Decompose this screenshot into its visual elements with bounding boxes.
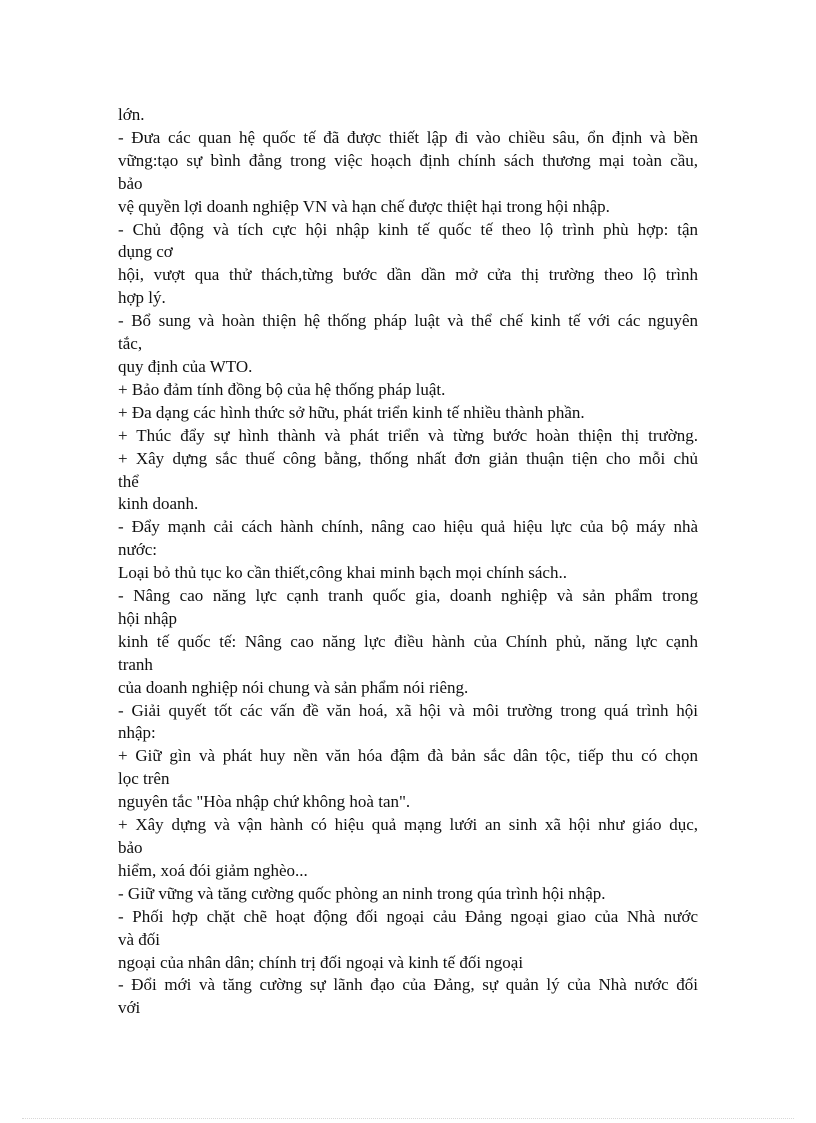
text-line: - Đẩy mạnh cải cách hành chính, nâng cao hiệu quả hiệu lực của bộ máy nhà [118, 517, 698, 537]
text-line: nguyên tắc "Hòa nhập chứ không hoà tan". [118, 792, 411, 812]
text-line: với [118, 998, 141, 1018]
text-line: + Giữ gìn và phát huy nền văn hóa đậm đà bản sắc dân tộc, tiếp thu có chọn [118, 746, 698, 766]
text-line: hiểm, xoá đói giảm nghèo... [118, 860, 308, 880]
text-line: lọc trên [118, 769, 170, 789]
text-line: - Chủ động và tích cực hội nhập kinh tế quốc tế theo lộ trình phù hợp: tận [118, 219, 698, 239]
page-bottom-rule [22, 1118, 794, 1119]
text-line: hợp lý. [118, 288, 166, 308]
text-line: nhập: [118, 723, 156, 743]
text-line: - Giữ vững và tăng cường quốc phòng an ninh trong qúa trình hội nhập. [118, 883, 606, 903]
text-line: vững:tạo sự bình đẳng trong việc hoạch định chính sách thương mại toàn cầu, [118, 150, 698, 170]
text-line: tắc, [118, 334, 143, 354]
text-line: - Đổi mới và tăng cường sự lãnh đạo của Đảng, sự quản lý của Nhà nước đối [118, 975, 698, 995]
text-line: kinh tế quốc tế: Nâng cao năng lực điều hành của Chính phủ, năng lực cạnh [118, 631, 698, 651]
text-line: ngoại của nhân dân; chính trị đối ngoại và kinh tế đối ngoại [118, 952, 524, 972]
text-line: bảo [118, 838, 143, 857]
text-line: và đối [118, 929, 161, 949]
text-line: hội nhập [118, 608, 178, 628]
text-line: vệ quyền lợi doanh nghiệp VN và hạn chế được thiệt hại trong hội nhập. [118, 196, 610, 216]
text-line: - Giải quyết tốt các vấn đề văn hoá, xã hội và môi trường trong quá trình hội [118, 700, 698, 720]
text-line: bảo [118, 173, 143, 193]
text-line: nước: [118, 540, 157, 560]
text-line: lớn. [118, 105, 145, 124]
text-line: - Phối hợp chặt chẽ hoạt động đối ngoại cảu Đảng ngoại giao của Nhà nước [118, 906, 698, 926]
text-line: thể [118, 471, 139, 491]
text-line: tranh [118, 654, 153, 674]
document-page [118, 104, 698, 1020]
text-line: - Nâng cao năng lực cạnh tranh quốc gia, doanh nghiệp và sản phẩm trong [118, 586, 698, 606]
text-line: Loại bỏ thủ tục ko cần thiết,công khai minh bạch mọi chính sách.. [118, 563, 567, 583]
text-line: + Xây dựng và vận hành có hiệu quả mạng lưới an sinh xã hội như giáo dục, [118, 815, 698, 835]
text-line: - Đưa các quan hệ quốc tế đã được thiết lập đi vào chiều sâu, ổn định và bền [118, 127, 698, 147]
text-line: - Bổ sung và hoàn thiện hệ thống pháp luật và thể chế kinh tế với các nguyên [118, 311, 698, 331]
text-line: kinh doanh. [118, 494, 199, 514]
text-line: của doanh nghiệp nói chung và sản phẩm nói riêng. [118, 677, 469, 697]
text-line: dụng cơ [118, 242, 173, 262]
text-line: + Đa dạng các hình thức sở hữu, phát triển kinh tế nhiều thành phần. [118, 402, 585, 422]
text-line: + Bảo đảm tính đồng bộ của hệ thống pháp luật. [118, 379, 446, 399]
text-line: + Xây dựng sắc thuế công bằng, thống nhất đơn giản thuận tiện cho mỗi chủ [118, 448, 698, 468]
text-line: quy định của WTO. [118, 356, 253, 376]
text-line: hội, vượt qua thử thách,từng bước dần dần mở cửa thị trường theo lộ trình [118, 265, 698, 285]
text-line: + Thúc đẩy sự hình thành và phát triển và từng bước hoàn thiện thị trường. [118, 425, 698, 445]
